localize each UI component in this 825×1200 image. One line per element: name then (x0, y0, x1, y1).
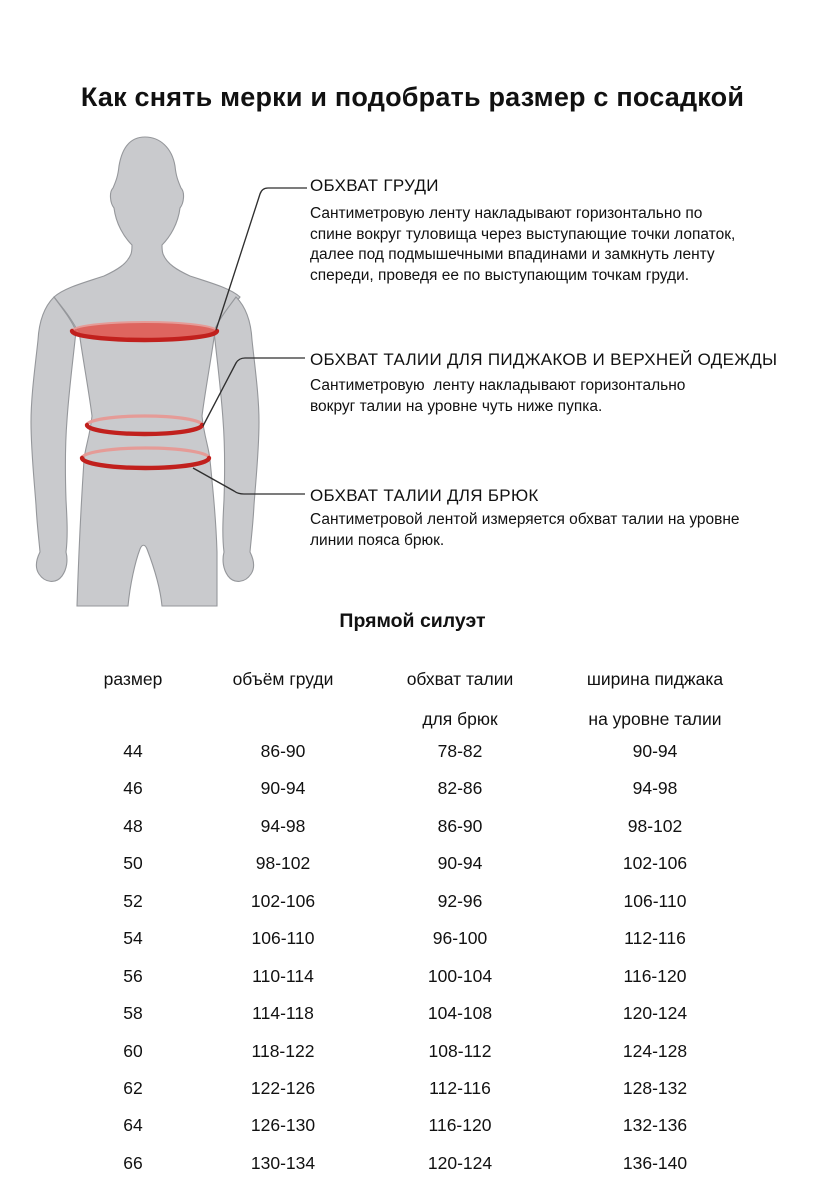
table-cell: 86-90 (437, 815, 483, 836)
table-cell: 132-136 (622, 1115, 688, 1136)
table-cell: 92-96 (437, 890, 483, 911)
table-cell: 106-110 (623, 890, 687, 911)
section-body-jacket-waist (310, 376, 685, 417)
table-cell: 118-122 (251, 1040, 315, 1061)
page-title: Как снять мерки и подобрать размер с посадкой (80, 82, 745, 112)
table-cell: 58 (123, 1003, 143, 1024)
text-line: Сантиметровой лентой измеряется обхват талии на уровне (310, 511, 740, 528)
table-cell: 62 (123, 1077, 143, 1098)
chest-band (72, 322, 217, 340)
table-cell: 102-106 (622, 853, 688, 874)
section-heading-chest: ОБХВАТ ГРУДИ (310, 176, 439, 195)
column-header: объём груди (232, 669, 334, 689)
column-header-sub: на уровне талии (588, 709, 722, 729)
measurement-figure (0, 130, 320, 610)
table-cell: 116-120 (623, 965, 687, 986)
table-cell: 120-124 (427, 1152, 493, 1173)
text-line: линии пояса брюк. (310, 531, 445, 549)
text-line: далее под подмышечными впадинами и замкнуть ленту (310, 246, 715, 264)
table-cell: 122-126 (250, 1077, 316, 1098)
table-cell: 108-112 (428, 1040, 492, 1061)
table-cell: 128-132 (622, 1077, 688, 1098)
table-cell: 130-134 (250, 1152, 316, 1173)
column-header: обхват талии (406, 669, 514, 689)
section-body-trouser-waist (310, 510, 740, 551)
table-cell: 112-116 (429, 1077, 491, 1098)
table-cell: 90-94 (437, 853, 483, 874)
table-cell: 100-104 (427, 965, 493, 986)
table-cell: 136-140 (622, 1152, 688, 1173)
table-cell: 94-98 (260, 815, 306, 836)
column-header-sub: для брюк (422, 709, 498, 729)
table-cell: 56 (123, 965, 143, 986)
text-line: Сантиметровую ленту накладывают горизонтально по (310, 205, 703, 222)
right-arm (214, 297, 259, 581)
body-silhouette (54, 137, 240, 606)
table-cell: 44 (123, 741, 143, 761)
table-cell: 90-94 (260, 778, 306, 799)
table-cell: 86-90 (260, 741, 306, 761)
table-cell: 50 (123, 853, 143, 874)
table-cell: 98-102 (627, 815, 683, 836)
table-cell: 98-102 (255, 853, 311, 874)
left-arm (31, 297, 76, 581)
table-cell: 46 (123, 778, 143, 799)
table-cell: 52 (123, 890, 143, 911)
text-line: спереди, проведя ее по выступающим точкам груди. (310, 266, 690, 284)
table-cell: 120-124 (622, 1003, 688, 1024)
table-cell: 48 (123, 815, 143, 836)
section-heading-trouser-waist: ОБХВАТ ТАЛИИ ДЛЯ БРЮК (310, 486, 539, 505)
table-cell: 110-114 (252, 965, 314, 986)
section-heading-jacket-waist: ОБХВАТ ТАЛИИ ДЛЯ ПИДЖАКОВ И ВЕРХНЕЙ ОДЕЖДЫ (310, 350, 778, 369)
section-body-chest (310, 204, 735, 286)
text-line: спине вокруг туловища через выступающие точки лопаток, (310, 225, 736, 243)
table-cell: 114-118 (252, 1003, 314, 1024)
table-cell: 82-86 (437, 778, 483, 799)
table-cell: 124-128 (622, 1040, 688, 1061)
table-cell: 102-106 (250, 890, 316, 911)
table-cell: 64 (123, 1115, 143, 1136)
table-cell: 116-120 (428, 1115, 492, 1136)
table-cell: 94-98 (632, 778, 678, 799)
table-cell: 90-94 (632, 741, 678, 761)
table-body (60, 741, 750, 1190)
table-header-row-1 (60, 669, 750, 690)
table-cell: 104-108 (427, 1003, 493, 1024)
table-header-row-2 (60, 709, 750, 730)
table-cell: 66 (123, 1152, 143, 1173)
table-cell: 96-100 (432, 928, 488, 949)
table-cell: 112-116 (624, 928, 686, 949)
table-title: Прямой силуэт (339, 610, 486, 632)
text-line: Сантиметровую ленту накладывают горизонтально (310, 377, 686, 394)
column-header: размер (103, 669, 163, 689)
table-cell: 54 (123, 928, 143, 949)
table-cell: 106-110 (251, 928, 315, 949)
table-cell: 126-130 (250, 1115, 316, 1136)
text-line: вокруг талии на уровне чуть ниже пупка. (310, 397, 603, 415)
table-cell: 60 (123, 1040, 143, 1061)
column-header: ширина пиджака (586, 669, 724, 689)
table-cell: 78-82 (437, 741, 483, 761)
